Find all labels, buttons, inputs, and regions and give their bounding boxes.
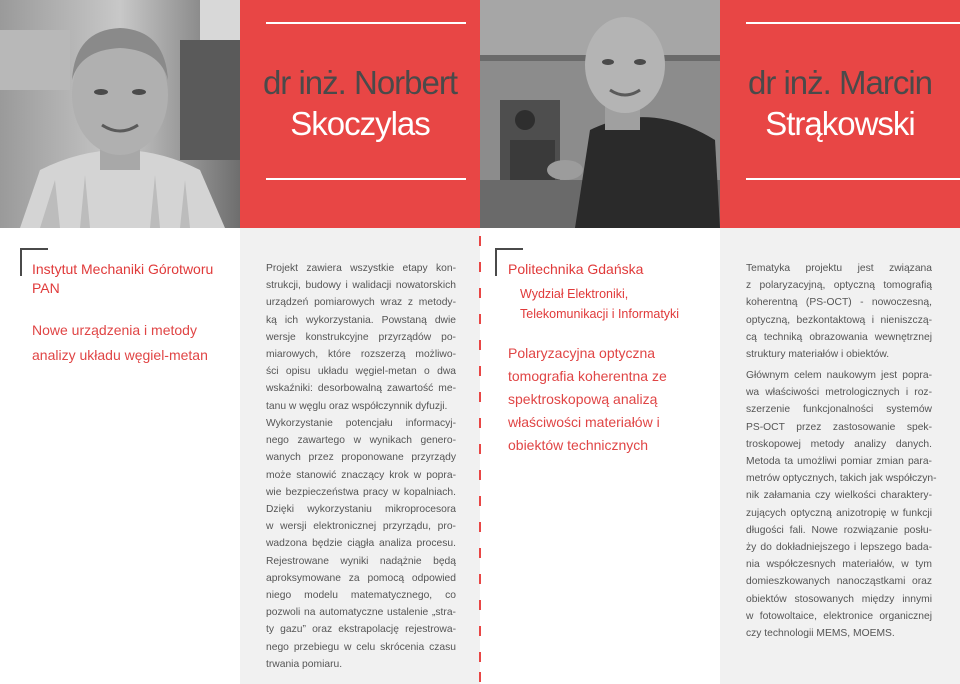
divider-dash [479,574,481,584]
topic-line: obiektów technicznych [508,437,649,453]
decor-line-top [266,22,466,24]
text-line: Wykorzystanie potencjału informacyj- [266,418,456,429]
person-title-prefix: dr inż. Marcin [747,64,933,101]
text-line: Dzięki wykorzystaniu mikroprocesora [266,504,456,516]
text-line: ści opisu układu węgiel-metan o dwa [266,366,456,378]
corner-bracket-horizontal [20,248,48,250]
text-line: wersje konstrukcyjne przyrządów po- [266,331,456,343]
portrait-photo-marcin-strakowski [480,0,720,228]
text-line: wadzona będzie ciągła analiza procesu. [266,538,456,550]
decor-line-top [746,22,960,24]
description-paragraph-2 [746,367,937,642]
institution-name: Politechnika Gdańska [508,261,644,277]
text-line: urządzeń pomiarowych wraz z metody- [266,297,456,309]
text-line: w wersji elektronicznej przyrządu, pro- [266,521,456,533]
text-line: pozwoli na automatyczne ustalenie „stra- [266,607,456,619]
title-block-left [240,0,480,228]
corner-bracket-vertical [495,248,497,276]
text-line: obiektów stosowanych między innymi [746,593,932,605]
text-line: szerzenie funkcjonalności systemów [746,404,932,416]
divider-dash [479,314,481,324]
divider-dash [479,600,481,610]
institution-name [32,260,232,298]
text-line: trwania pomiaru. [266,658,343,670]
text-line: Głównym celem naukowym jest popra- [746,370,932,381]
description-paragraph-1 [266,260,456,415]
person-surname: Strąkowski [765,105,915,142]
decor-line-bottom [266,178,466,180]
divider-dash [479,444,481,454]
text-line: czy technologii MEMS, MOEMS. [746,628,895,640]
divider-dash [479,652,481,662]
project-topic [508,342,713,457]
divider-dash [479,470,481,480]
text-line: wa właściwości metrologicznych i roz- [746,387,932,399]
person-title-prefix: dr inż. Norbert [262,64,458,101]
description-paragraph-1 [746,260,932,363]
text-line: zujących optyczną anizotropię w funkcji [746,507,932,519]
text-line: niego modelu matematycznego, co [266,590,456,602]
topic-line: analizy układu węgiel-metan [32,347,208,363]
divider-dash [479,340,481,350]
divider-dash [479,496,481,506]
faculty-name [520,284,720,324]
person-surname: Skoczylas [290,105,430,142]
text-line: strukcji, budowy i walidacji nowatorskich [266,280,456,292]
text-line: ży do dokładniejszego i lepszego bada- [746,542,932,554]
institution-line: Instytut Mechaniki Górotworu [32,261,214,277]
topic-line: Nowe urządzenia i metody [32,322,197,338]
text-line: tanu w węglu oraz współczynnik dyfuzji. [266,400,448,412]
corner-bracket-vertical [20,248,22,276]
topic-line: właściwości materiałów i [508,414,660,430]
text-line: Rejestrowane wyniki nadążnie będą [266,555,456,567]
divider-dash [479,522,481,532]
text-line: aproksymowane za pomocą odpowied [266,572,456,584]
text-line: domieszkowanych nanocząstkami oraz [746,576,932,588]
text-line: Projekt zawiera wszystkie etapy kon- [266,263,456,274]
divider-dash [479,418,481,428]
text-line: Tematyka projektu jest związana [746,263,932,274]
project-topic [32,318,232,368]
text-line: nik załamania czy wielkości charaktery- [746,490,932,502]
text-line: struktury materiałów i obiektów. [746,349,890,361]
text-line: długości fali. Nowe rozwiązanie posłu- [746,524,932,536]
text-line: ką ich wykorzystania. Powstaną dwie [266,314,456,326]
text-line: metrów optycznych, takich jak współczyn- [746,473,937,485]
corner-bracket-horizontal [495,248,523,250]
description-paragraph-2 [266,415,456,673]
divider-dash [479,392,481,402]
text-line: wskaźniki: desorbowalną zawartość me- [266,383,456,395]
text-line: Metoda ta umożliwi pomiar zmian para- [746,456,932,468]
divider-dash [479,672,481,682]
text-line: cą techniką obrazowania wewnętrznej [746,331,932,343]
divider-dash [479,262,481,272]
text-line: PS-OCT przez zastosowanie spek- [746,421,932,433]
text-line: nego zawartego w wynikach genero- [266,435,456,447]
divider-dash [479,236,481,246]
text-line: optyczną, bezkontaktową i nieniszczą- [746,314,932,326]
decor-line-bottom [746,178,960,180]
faculty-line: Telekomunikacji i Informatyki [520,307,680,321]
topic-line: tomografia koherentna ze [508,368,667,384]
text-line: troskopowej metody analizy danych. [746,438,932,450]
text-line: miarowych, które rozszerzą możliwo- [266,349,456,361]
divider-dash [479,626,481,636]
text-line: nia współczesnych materiałów, w tym [746,559,932,571]
divider-dash [479,548,481,558]
text-line: koherentną (PS-OCT) - nowoczesną, [746,297,932,309]
portrait-photo-norbert-skoczylas [0,0,240,228]
divider-dash [479,288,481,298]
topic-line: spektroskopową analizą [508,391,658,407]
text-line: nego przebiegu w celu skrócenia czasu [266,641,456,653]
text-line: wanych przez proponowane przyrządy [266,452,456,464]
title-block-right [720,0,960,228]
divider-dash [479,366,481,376]
text-line: wie bezpieczeństwa pracy w kopalniach. [266,486,456,498]
text-line: z polaryzacyjną, optyczną tomografią [746,280,932,292]
text-line: może stanowić znaczący krok w popra- [266,469,456,481]
institution-line: PAN [32,280,60,296]
topic-line: Polaryzacyjna optyczna [508,345,656,361]
text-line: w fotowoltaice, elektronice organicznej [746,610,932,622]
faculty-line: Wydział Elektroniki, [520,287,629,301]
text-line: ty gazu” oraz ekstrapolację rejestrowa- [266,624,456,636]
